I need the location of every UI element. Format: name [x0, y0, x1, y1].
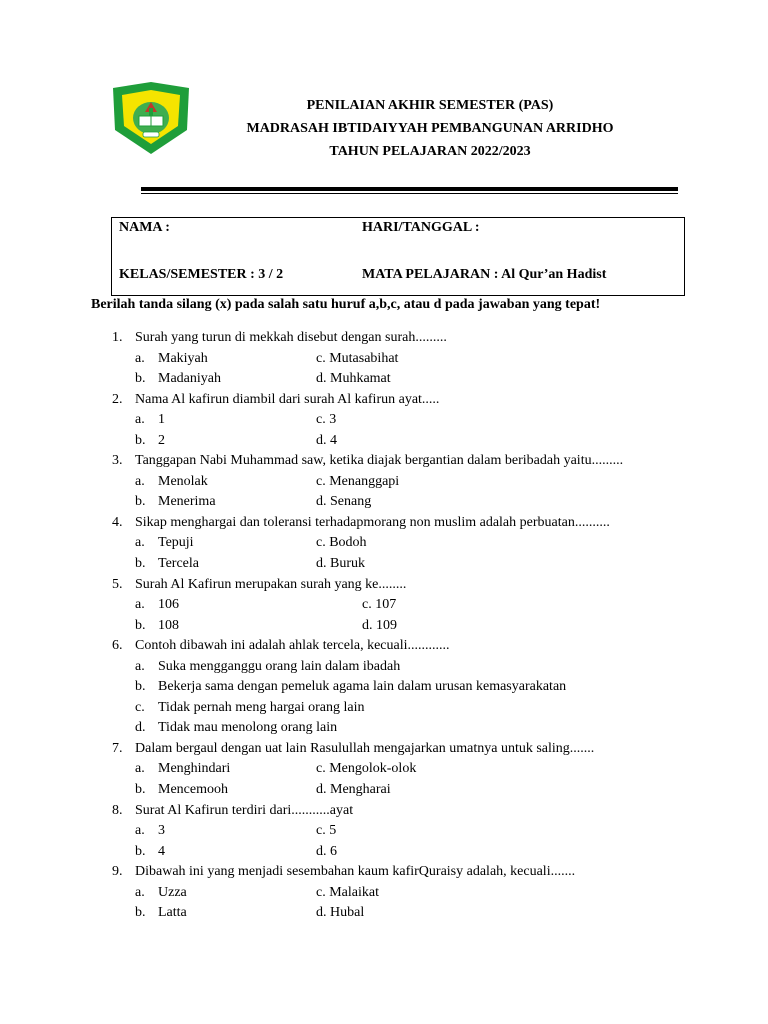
option-row — [0, 369, 768, 390]
option-row — [0, 431, 768, 452]
option-text: c. 3 — [316, 412, 337, 428]
option-text: Latta — [158, 905, 187, 921]
option-text: 1 — [158, 412, 165, 428]
option-text: d. 109 — [362, 617, 397, 633]
header-divider-thin — [141, 193, 678, 194]
option-letter: a. — [135, 473, 145, 489]
question-item — [0, 636, 768, 657]
question-item — [0, 862, 768, 883]
document-header — [180, 94, 680, 163]
option-letter: b. — [135, 371, 146, 387]
option-letter: d. — [135, 720, 146, 736]
option-letter: b. — [135, 843, 146, 859]
question-number: 7. — [112, 740, 123, 756]
question-number: 6. — [112, 638, 123, 654]
option-row — [0, 821, 768, 842]
option-row — [0, 410, 768, 431]
option-row — [0, 349, 768, 370]
option-row — [0, 780, 768, 801]
option-text: Menghindari — [158, 761, 231, 777]
option-text: c. Bodoh — [316, 535, 367, 551]
option-letter: b. — [135, 617, 146, 633]
question-item — [0, 390, 768, 411]
option-text: 3 — [158, 823, 165, 839]
option-text: Madaniyah — [158, 371, 221, 387]
option-text: Mencemooh — [158, 782, 228, 798]
option-text: Tercela — [158, 556, 199, 572]
question-text: Nama Al kafirun diambil dari surah Al kafirun ayat..... — [135, 391, 440, 407]
question-list — [0, 328, 768, 924]
option-text: 2 — [158, 432, 165, 448]
option-text: d. 6 — [316, 843, 337, 859]
option-text: c. Mutasabihat — [316, 350, 399, 366]
option-text: d. Senang — [316, 494, 372, 510]
option-text: d. Mengharai — [316, 782, 391, 798]
question-item — [0, 739, 768, 760]
question-text: Surah yang turun di mekkah disebut dengan surah......... — [135, 330, 447, 345]
option-letter: b. — [135, 494, 146, 510]
option-text: c. Menanggapi — [316, 473, 400, 489]
name-label: NAMA : — [119, 220, 170, 235]
option-letter: a. — [135, 535, 145, 551]
option-row — [0, 842, 768, 863]
option-row — [0, 903, 768, 924]
option-text: Menerima — [158, 494, 216, 510]
question-number: 1. — [112, 330, 123, 345]
class-label: KELAS/SEMESTER : 3 / 2 — [119, 267, 284, 282]
header-title: PENILAIAN AKHIR SEMESTER (PAS) — [306, 98, 554, 113]
option-row — [0, 472, 768, 493]
option-letter: a. — [135, 658, 145, 674]
option-row — [0, 698, 768, 719]
option-row — [0, 759, 768, 780]
option-text: d. 4 — [316, 432, 337, 448]
option-text: 4 — [158, 843, 165, 859]
question-item — [0, 801, 768, 822]
question-text: Contoh dibawah ini adalah ahlak tercela, kecuali............ — [135, 638, 450, 654]
option-letter: b. — [135, 782, 146, 798]
option-row — [0, 533, 768, 554]
option-text: Tidak pernah meng hargai orang lain — [158, 699, 365, 715]
option-text: c. 5 — [316, 823, 337, 839]
question-text: Dalam bergaul dengan uat lain Rasulullah mengajarkan umatnya untuk saling....... — [135, 740, 595, 756]
option-row — [0, 657, 768, 678]
option-text: c. Mengolok-olok — [316, 761, 417, 777]
option-row — [0, 883, 768, 904]
option-letter: a. — [135, 412, 145, 428]
question-item — [0, 451, 768, 472]
option-letter: c. — [135, 699, 145, 715]
header-school: MADRASAH IBTIDAIYYAH PEMBANGUNAN ARRIDHO — [246, 121, 614, 136]
instruction-text: Berilah tanda silang (x) pada salah satu huruf a,b,c, atau d pada jawaban yang tepat! — [91, 297, 601, 312]
option-letter: b. — [135, 432, 146, 448]
question-number: 5. — [112, 576, 123, 592]
option-row — [0, 492, 768, 513]
question-item — [0, 328, 768, 349]
option-row — [0, 616, 768, 637]
option-text: Uzza — [158, 884, 187, 900]
question-number: 9. — [112, 864, 123, 880]
question-number: 8. — [112, 802, 123, 818]
option-text: Tidak mau menolong orang lain — [158, 720, 338, 736]
question-item — [0, 575, 768, 596]
option-text: Suka mengganggu orang lain dalam ibadah — [158, 658, 401, 674]
question-item — [0, 513, 768, 534]
option-text: 106 — [158, 597, 179, 613]
question-number: 4. — [112, 514, 123, 530]
option-text: c. 107 — [362, 597, 397, 613]
option-row — [0, 595, 768, 616]
option-text: Tepuji — [158, 535, 194, 551]
option-letter: a. — [135, 761, 145, 777]
question-text: Tanggapan Nabi Muhammad saw, ketika diajak bergantian dalam beribadah yaitu......... — [135, 453, 624, 469]
option-text: Bekerja sama dengan pemeluk agama lain dalam urusan kemasyarakatan — [158, 679, 567, 695]
option-letter: a. — [135, 884, 145, 900]
option-text: Makiyah — [158, 350, 208, 366]
option-text: d. Muhkamat — [316, 371, 391, 387]
student-info-box — [111, 217, 685, 296]
subject-label: MATA PELAJARAN : Al Qur’an Hadist — [362, 267, 607, 282]
option-letter: a. — [135, 823, 145, 839]
option-letter: a. — [135, 350, 145, 366]
option-row — [0, 554, 768, 575]
option-letter: a. — [135, 597, 145, 613]
option-text: 108 — [158, 617, 179, 633]
question-number: 3. — [112, 453, 123, 469]
date-label: HARI/TANGGAL : — [362, 220, 480, 235]
header-divider — [141, 187, 678, 191]
question-text: Dibawah ini yang menjadi sesembahan kaum kafirQuraisy adalah, kecuali....... — [135, 864, 576, 880]
option-text: d. Hubal — [316, 905, 365, 921]
option-text: Menolak — [158, 473, 208, 489]
option-row — [0, 677, 768, 698]
option-letter: b. — [135, 556, 146, 572]
header-year: TAHUN PELAJARAN 2022/2023 — [329, 144, 531, 159]
option-text: c. Malaikat — [316, 884, 379, 900]
question-text: Surah Al Kafirun merupakan surah yang ke........ — [135, 576, 407, 592]
option-row — [0, 718, 768, 739]
option-letter: b. — [135, 679, 146, 695]
question-text: Surat Al Kafirun terdiri dari...........ayat — [135, 802, 354, 818]
question-number: 2. — [112, 391, 123, 407]
option-letter: b. — [135, 905, 146, 921]
question-text: Sikap menghargai dan toleransi terhadapmorang non muslim adalah perbuatan.......... — [135, 514, 610, 530]
option-text: d. Buruk — [316, 556, 365, 572]
